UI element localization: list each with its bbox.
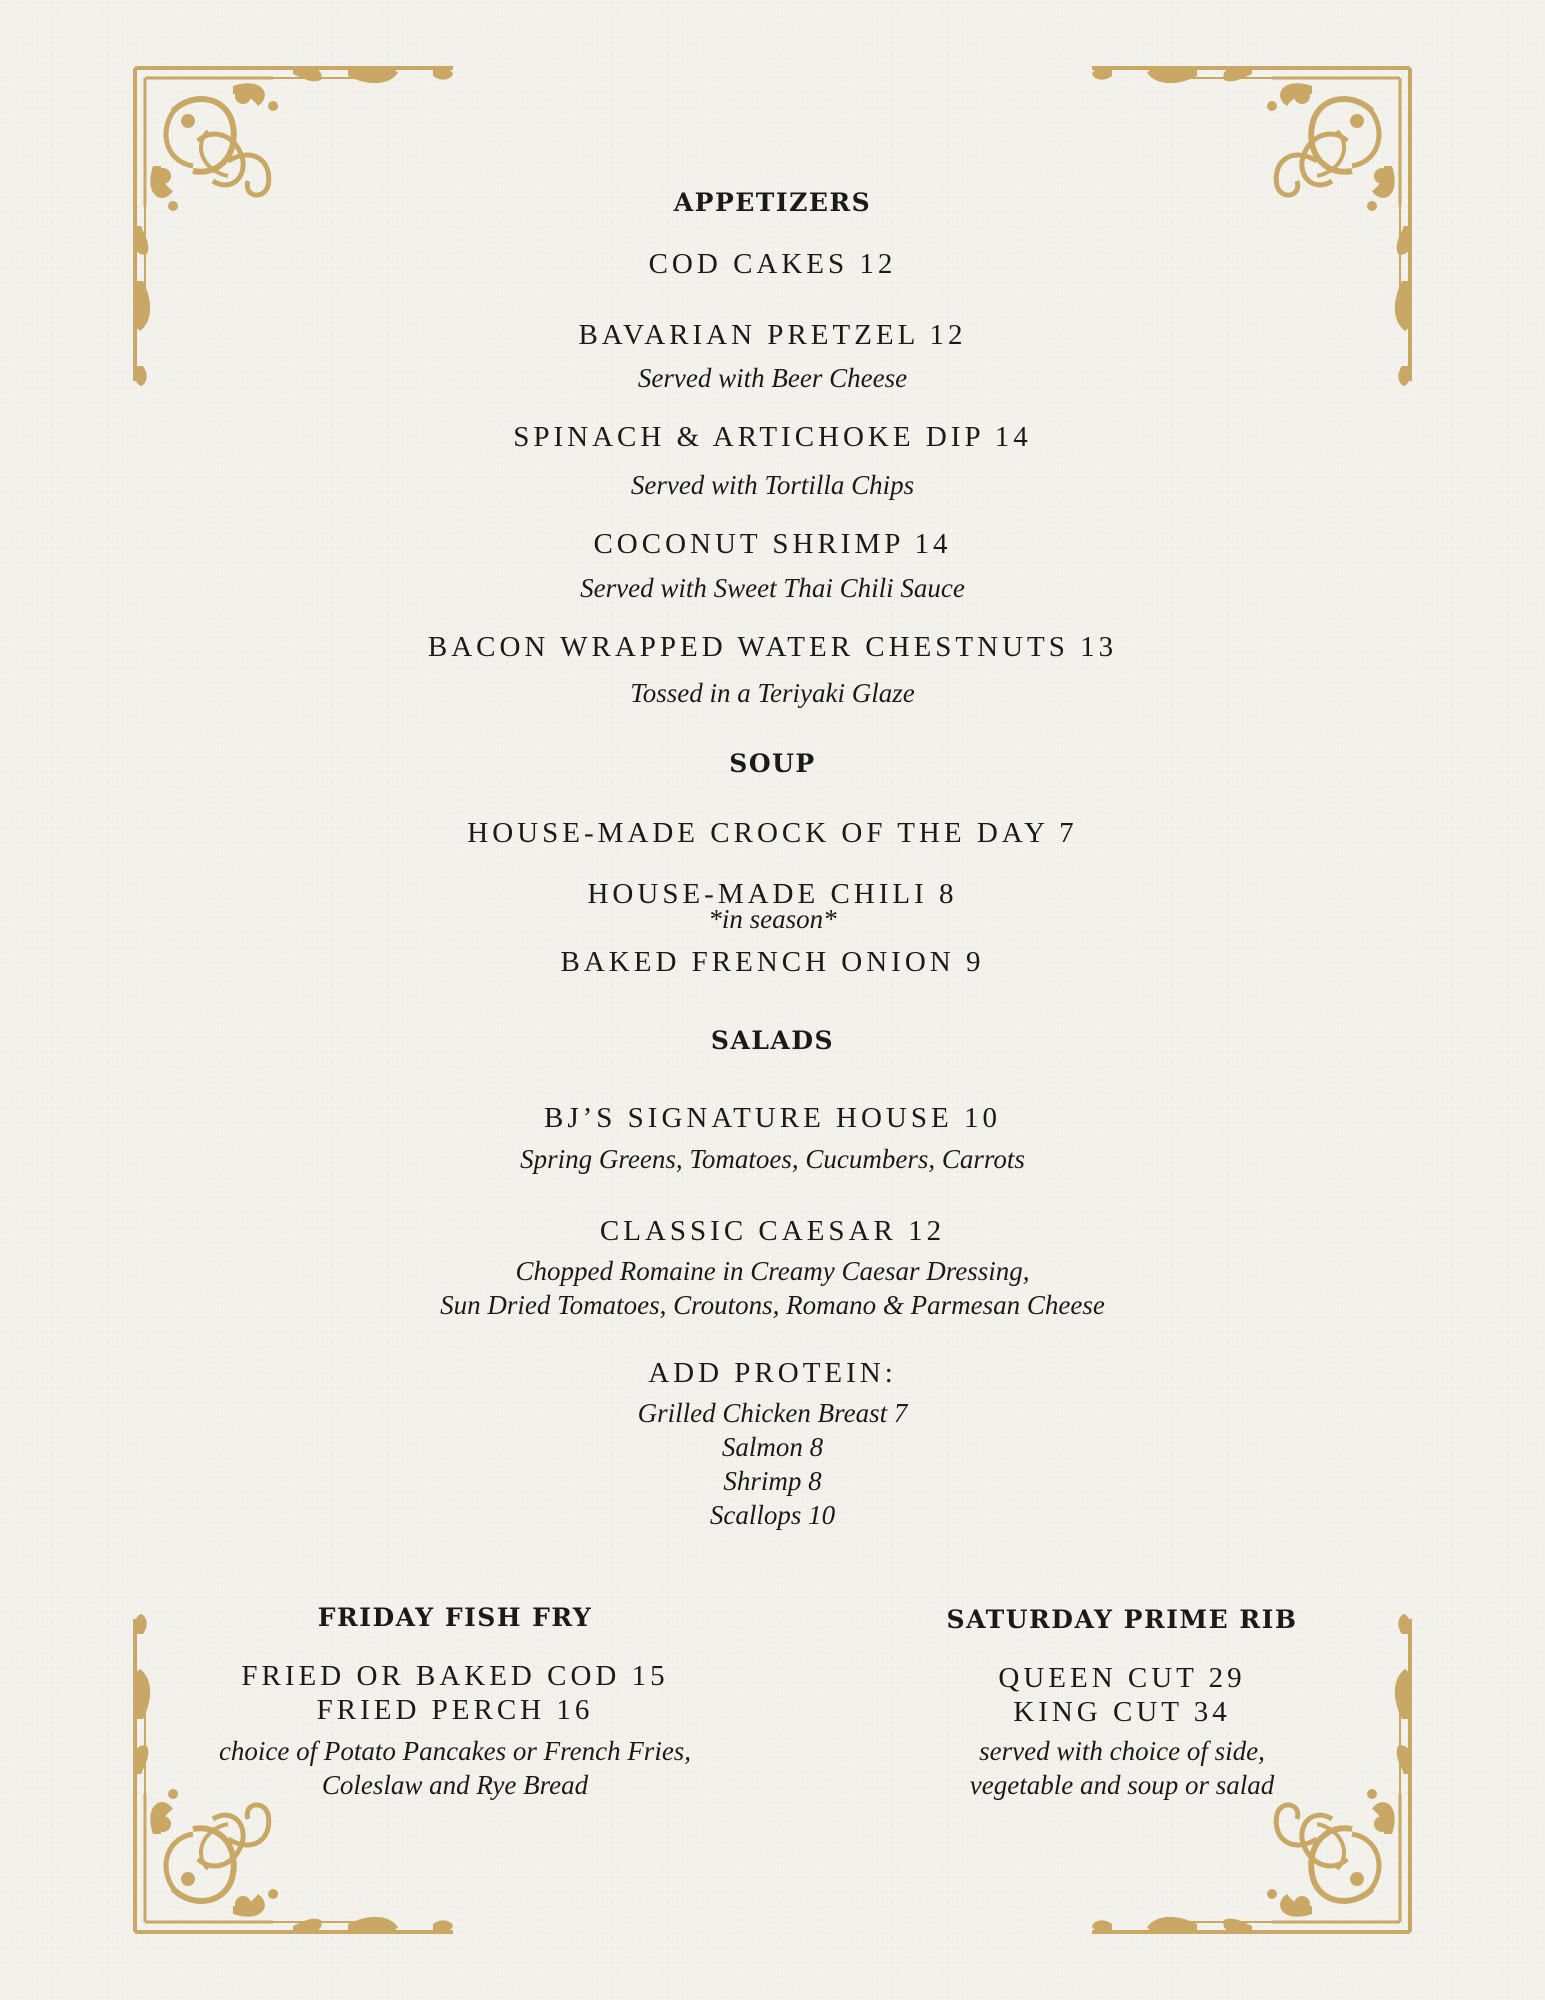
menu-item-description: Coleslaw and Rye Bread — [321, 1770, 589, 1800]
menu-item-fried-or-baked-cod: FRIED OR BAKED COD 15 — [241, 1660, 669, 1692]
section-title-appetizers: APPETIZERS — [673, 188, 872, 217]
menu-item-description: Spring Greens, Tomatoes, Cucumbers, Carrots — [520, 1144, 1025, 1174]
menu-item-description: choice of Potato Pancakes or French Fries, — [218, 1736, 692, 1766]
menu-item-queen-cut: QUEEN CUT 29 — [998, 1662, 1246, 1694]
menu-item-description: Sun Dried Tomatoes, Croutons, Romano & Parmesan Cheese — [440, 1290, 1105, 1320]
menu-item-baked-french-onion: BAKED FRENCH ONION 9 — [560, 946, 985, 978]
section-title-saturday-prime-rib: SATURDAY PRIME RIB — [946, 1605, 1298, 1634]
menu-item-description: vegetable and soup or salad — [969, 1770, 1275, 1800]
corner-flourish-icon — [1082, 1604, 1412, 1934]
section-title-soup: SOUP — [729, 749, 816, 778]
menu-item-cod-cakes: COD CAKES 12 — [648, 248, 897, 280]
menu-item-description: Tossed in a Teriyaki Glaze — [630, 678, 915, 708]
corner-flourish-icon — [133, 1604, 463, 1934]
menu-item-classic-caesar: CLASSIC CAESAR 12 — [599, 1215, 946, 1247]
menu-item-king-cut: KING CUT 34 — [1013, 1696, 1231, 1728]
menu-item-crock-of-the-day: HOUSE-MADE CROCK OF THE DAY 7 — [467, 817, 1078, 849]
menu-item-description: Chopped Romaine in Creamy Caesar Dressing, — [515, 1256, 1030, 1286]
menu-item-description: Served with Tortilla Chips — [630, 470, 915, 500]
protein-option: Grilled Chicken Breast 7 — [637, 1398, 908, 1428]
section-title-salads: SALADS — [710, 1026, 835, 1055]
section-title-friday-fish-fry: FRIDAY FISH FRY — [317, 1603, 593, 1632]
menu-item-house-made-chili: HOUSE-MADE CHILI 8 — [587, 878, 958, 910]
menu-item-description: served with choice of side, — [979, 1736, 1265, 1766]
menu-item-note: *in season* — [708, 904, 837, 934]
protein-option: Shrimp 8 — [723, 1466, 822, 1496]
protein-option: Salmon 8 — [721, 1432, 824, 1462]
add-protein-label: ADD PROTEIN: — [648, 1357, 897, 1389]
menu-item-fried-perch: FRIED PERCH 16 — [316, 1694, 594, 1726]
menu-item-bjs-signature-house: BJ’S SIGNATURE HOUSE 10 — [544, 1102, 1001, 1134]
menu-item-description: Served with Sweet Thai Chili Sauce — [580, 573, 965, 603]
menu-item-spinach-artichoke-dip: SPINACH & ARTICHOKE DIP 14 — [513, 421, 1032, 453]
protein-option: Scallops 10 — [709, 1500, 836, 1530]
menu-item-bacon-wrapped-water-chestnuts: BACON WRAPPED WATER CHESTNUTS 13 — [427, 631, 1118, 663]
menu-item-coconut-shrimp: COCONUT SHRIMP 14 — [593, 528, 952, 560]
menu-item-bavarian-pretzel: BAVARIAN PRETZEL 12 — [578, 319, 967, 351]
menu-item-description: Served with Beer Cheese — [637, 363, 908, 393]
